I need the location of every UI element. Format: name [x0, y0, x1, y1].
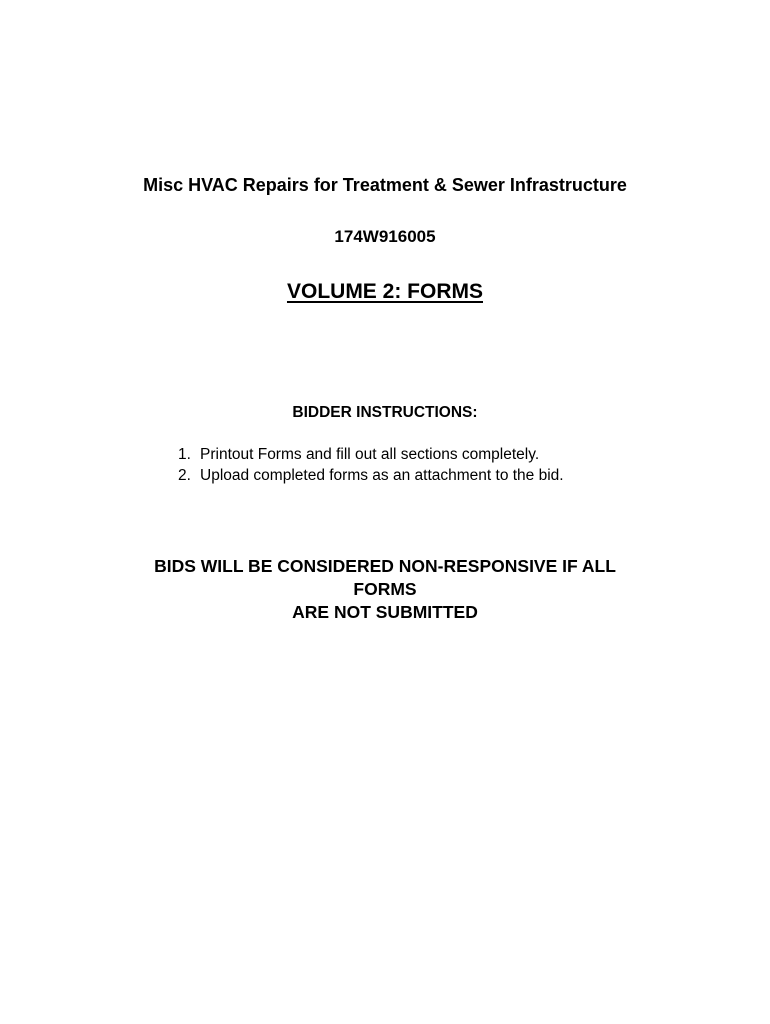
- non-responsive-warning: [0, 555, 770, 624]
- bidder-instructions-list: [178, 444, 564, 486]
- volume-heading: VOLUME 2: FORMS: [286, 280, 483, 303]
- instruction-item: [178, 444, 564, 465]
- instruction-number: 2.: [178, 467, 191, 484]
- instruction-item: [178, 465, 564, 486]
- instruction-text: Upload completed forms as an attachment to the bid.: [200, 467, 564, 484]
- warning-line: FORMS: [353, 579, 417, 599]
- document-title: Misc HVAC Repairs for Treatment & Sewer Infrastructure: [143, 175, 627, 195]
- instruction-text: Printout Forms and fill out all sections completely.: [200, 446, 540, 463]
- bid-number: 174W916005: [334, 227, 436, 246]
- instruction-number: 1.: [178, 446, 191, 463]
- warning-line: BIDS WILL BE CONSIDERED NON-RESPONSIVE IF ALL: [154, 556, 616, 576]
- warning-line: ARE NOT SUBMITTED: [292, 602, 478, 622]
- bidder-instructions-heading: BIDDER INSTRUCTIONS:: [292, 404, 478, 421]
